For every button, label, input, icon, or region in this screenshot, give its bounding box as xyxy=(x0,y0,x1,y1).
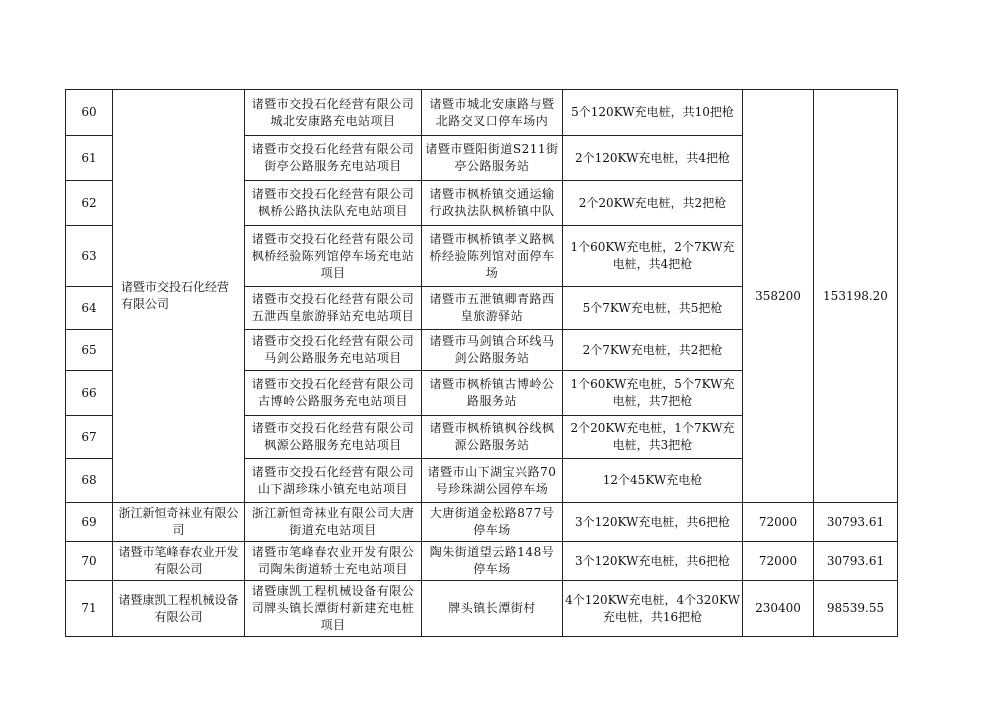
row-number: 70 xyxy=(66,542,113,581)
project-cell: 诸暨市交投石化经营有限公司山下湖珍珠小镇充电站项目 xyxy=(245,459,422,503)
row-number: 66 xyxy=(66,371,113,416)
equipment-cell: 5个120KW充电桩，共10把枪 xyxy=(563,90,743,136)
equipment-cell: 5个7KW充电桩，共5把枪 xyxy=(563,287,743,330)
amount2-cell: 30793.61 xyxy=(814,542,898,581)
location-cell: 诸暨市枫桥镇孝义路枫桥经验陈列馆对面停车场 xyxy=(422,226,563,287)
equipment-cell: 1个60KW充电桩，2个7KW充电桩，共4把枪 xyxy=(563,226,743,287)
row-number: 63 xyxy=(66,226,113,287)
company-cell: 诸暨市笔峰春农业开发有限公司 xyxy=(113,542,245,581)
project-cell: 诸暨市交投石化经营有限公司街亭公路服务充电站项目 xyxy=(245,136,422,181)
equipment-cell: 4个120KW充电桩，4个320KW充电桩，共16把枪 xyxy=(563,581,743,637)
project-cell: 诸暨市交投石化经营有限公司五泄西皇旅游驿站充电站项目 xyxy=(245,287,422,330)
row-number: 60 xyxy=(66,90,113,136)
row-number: 68 xyxy=(66,459,113,503)
project-cell: 诸暨市交投石化经营有限公司城北安康路充电站项目 xyxy=(245,90,422,136)
location-cell: 诸暨市马剑镇合环线马剑公路服务站 xyxy=(422,330,563,371)
table-row xyxy=(66,503,898,542)
project-cell: 诸暨市笔峰春农业开发有限公司陶朱街道轿士充电站项目 xyxy=(245,542,422,581)
project-cell: 诸暨市交投石化经营有限公司枫桥公路执法队充电站项目 xyxy=(245,181,422,226)
equipment-cell: 2个20KW充电桩，1个7KW充电桩，共3把枪 xyxy=(563,416,743,459)
row-number: 71 xyxy=(66,581,113,637)
table-row xyxy=(66,90,898,136)
row-number: 62 xyxy=(66,181,113,226)
location-cell: 诸暨市山下湖宝兴路70号珍珠湖公园停车场 xyxy=(422,459,563,503)
location-cell: 诸暨市暨阳街道S211街亭公路服务站 xyxy=(422,136,563,181)
project-cell: 诸暨市交投石化经营有限公司古博岭公路服务充电站项目 xyxy=(245,371,422,416)
amount2-cell: 30793.61 xyxy=(814,503,898,542)
equipment-cell: 1个60KW充电桩，5个7KW充电桩，共7把枪 xyxy=(563,371,743,416)
equipment-cell: 3个120KW充电桩，共6把枪 xyxy=(563,542,743,581)
company-cell: 诸暨市交投石化经营有限公司 xyxy=(113,90,245,503)
table-row xyxy=(66,542,898,581)
location-cell: 诸暨市枫桥镇交通运输行政执法队枫桥镇中队 xyxy=(422,181,563,226)
amount1-cell: 72000 xyxy=(743,542,814,581)
equipment-cell: 2个20KW充电桩，共2把枪 xyxy=(563,181,743,226)
project-cell: 诸暨市交投石化经营有限公司马剑公路服务充电站项目 xyxy=(245,330,422,371)
location-cell: 牌头镇长潭街村 xyxy=(422,581,563,637)
location-cell: 陶朱街道望云路148号停车场 xyxy=(422,542,563,581)
row-number: 64 xyxy=(66,287,113,330)
project-cell: 诸暨市交投石化经营有限公司枫源公路服务充电站项目 xyxy=(245,416,422,459)
project-cell: 诸暨市交投石化经营有限公司枫桥经验陈列馆停车场充电站项目 xyxy=(245,226,422,287)
amount2-cell: 98539.55 xyxy=(814,581,898,637)
location-cell: 诸暨市枫桥镇古博岭公路服务站 xyxy=(422,371,563,416)
project-cell: 诸暨康凯工程机械设备有限公司牌头镇长潭街村新建充电桩项目 xyxy=(245,581,422,637)
amount1-cell: 230400 xyxy=(743,581,814,637)
equipment-cell: 2个7KW充电桩，共2把枪 xyxy=(563,330,743,371)
equipment-cell: 2个120KW充电桩，共4把枪 xyxy=(563,136,743,181)
row-number: 67 xyxy=(66,416,113,459)
row-number: 65 xyxy=(66,330,113,371)
table-row xyxy=(66,581,898,637)
company-cell: 诸暨康凯工程机械设备有限公司 xyxy=(113,581,245,637)
project-cell: 浙江新恒奇袜业有限公司大唐街道充电站项目 xyxy=(245,503,422,542)
location-cell: 诸暨市城北安康路与暨北路交叉口停车场内 xyxy=(422,90,563,136)
amount2-cell: 153198.20 xyxy=(814,90,898,503)
amount1-cell: 358200 xyxy=(743,90,814,503)
company-cell: 浙江新恒奇袜业有限公司 xyxy=(113,503,245,542)
location-cell: 大唐街道金松路877号停车场 xyxy=(422,503,563,542)
equipment-cell: 3个120KW充电桩，共6把枪 xyxy=(563,503,743,542)
amount1-cell: 72000 xyxy=(743,503,814,542)
data-table xyxy=(65,89,898,637)
row-number: 61 xyxy=(66,136,113,181)
location-cell: 诸暨市枫桥镇枫谷线枫源公路服务站 xyxy=(422,416,563,459)
row-number: 69 xyxy=(66,503,113,542)
location-cell: 诸暨市五泄镇卿青路西皇旅游驿站 xyxy=(422,287,563,330)
equipment-cell: 12个45KW充电枪 xyxy=(563,459,743,503)
